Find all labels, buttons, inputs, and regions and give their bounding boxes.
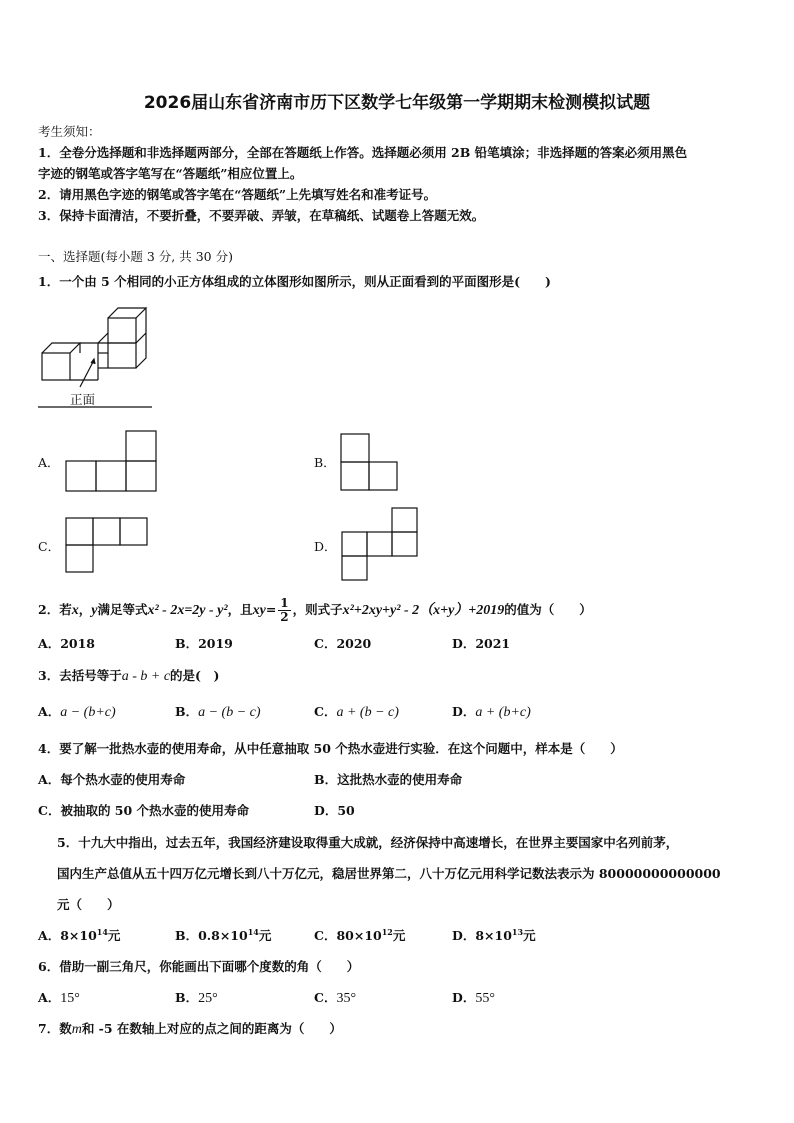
q6-option-d[interactable]: D．55° xyxy=(452,990,495,1006)
q3-option-b[interactable]: B．a − (b − c) xyxy=(175,704,261,720)
q2-option-b[interactable]: B．2019 xyxy=(175,636,233,651)
q1-option-b-figure xyxy=(341,433,401,491)
q2-option-d[interactable]: D．2021 xyxy=(452,636,511,651)
q6-option-b[interactable]: B．25° xyxy=(175,990,218,1006)
q3-option-a[interactable]: A．a − (b+c) xyxy=(38,704,116,720)
question-3-stem: 3．去括号等于a - b + c的是( ) xyxy=(38,668,220,684)
q4-option-b[interactable]: B．这批热水壶的使用寿命 xyxy=(314,772,463,787)
q5-option-c[interactable]: C．$80\times 10^{12}$元 xyxy=(314,926,406,943)
section-heading: 一、选择题(每小题 3 分, 共 30 分) xyxy=(38,249,233,264)
q1-option-d-label[interactable]: D． xyxy=(314,539,337,554)
notice-heading: 考生须知： xyxy=(38,124,101,139)
notice-item-3: 3．保持卡面清洁，不要折叠，不要弄破、弄皱，在草稿纸、试题卷上答题无效。 xyxy=(38,208,485,223)
page-title: 2026届山东省济南市历下区数学七年级第一学期期末检测模拟试题 xyxy=(143,93,651,113)
q1-option-b-label[interactable]: B． xyxy=(314,455,336,470)
q1-option-a-label[interactable]: A． xyxy=(38,455,60,470)
question-4-stem: 4．要了解一批热水壶的使用寿命，从中任意抽取 50 个热水壶进行实验．在这个问题中，样本是（ ） xyxy=(38,741,623,756)
fraction-one-half: $\frac{1}{2}$ xyxy=(280,596,289,624)
question-6-stem: 6．借助一副三角尺，你能画出下面哪个度数的角（ ） xyxy=(38,959,360,974)
q5-option-b[interactable]: B．$0.8\times 10^{14}$元 xyxy=(175,926,272,943)
question-5-line-3: 元（ ） xyxy=(57,897,120,912)
question-1-stem: 1．一个由 5 个相同的小正方体组成的立体图形如图所示，则从正面看到的平面图形是( ) xyxy=(38,274,551,289)
cube-solid-figure xyxy=(36,303,156,413)
q1-option-c-label[interactable]: C． xyxy=(38,539,61,554)
q6-option-a[interactable]: A．15° xyxy=(38,990,80,1006)
notice-item-1-cont: 字迹的钢笔或答字笔写在“答题纸”相应位置上。 xyxy=(38,166,303,181)
q1-option-a-figure xyxy=(66,430,158,492)
q4-option-a[interactable]: A．每个热水壶的使用寿命 xyxy=(38,772,186,787)
notice-item-2: 2．请用黑色字迹的钢笔或答字笔在“答题纸”上先填写姓名和准考证号。 xyxy=(38,187,437,202)
q4-option-d[interactable]: D．50 xyxy=(314,803,355,818)
front-label: 正面 xyxy=(70,392,96,407)
q5-option-d[interactable]: D．$8\times 10^{13}$元 xyxy=(452,926,536,943)
question-5-line-1: 5．十九大中指出，过去五年，我国经济建设取得重大成就，经济保持中高速增长，在世界主要国家中名列前茅， xyxy=(57,835,679,850)
q1-option-d-figure xyxy=(342,507,422,581)
q5-option-a[interactable]: A．$8\times 10^{14}$元 xyxy=(38,926,121,943)
q2-option-c[interactable]: C．2020 xyxy=(314,636,372,651)
q3-option-c[interactable]: C．a + (b − c) xyxy=(314,704,399,720)
q1-option-c-figure xyxy=(66,517,150,575)
q6-option-c[interactable]: C．35° xyxy=(314,990,357,1006)
notice-item-1: 1．全卷分选择题和非选择题两部分，全部在答题纸上作答。选择题必须用 2B 铅笔填涂；非选择题的答案必须用黑色 xyxy=(38,145,688,160)
q2-option-a[interactable]: A．2018 xyxy=(38,636,95,651)
question-7-stem: 7．数m和 -5 在数轴上对应的点之间的距离为（ ） xyxy=(38,1021,342,1037)
question-5-line-2: 国内生产总值从五十四万亿元增长到八十万亿元，稳居世界第二，八十万亿元用科学记数法表示为 80000000000000 xyxy=(57,866,721,881)
q3-option-d[interactable]: D．a + (b+c) xyxy=(452,704,531,720)
question-2-stem: 2．若x，y满足等式x² - 2x=2y - y²，且xy= $\frac{1}{2}$ ，则式子x²+2xy+y² - 2（x+y）+2019的值为（ ） xyxy=(38,596,592,624)
q4-option-c[interactable]: C．被抽取的 50 个热水壶的使用寿命 xyxy=(38,803,250,818)
